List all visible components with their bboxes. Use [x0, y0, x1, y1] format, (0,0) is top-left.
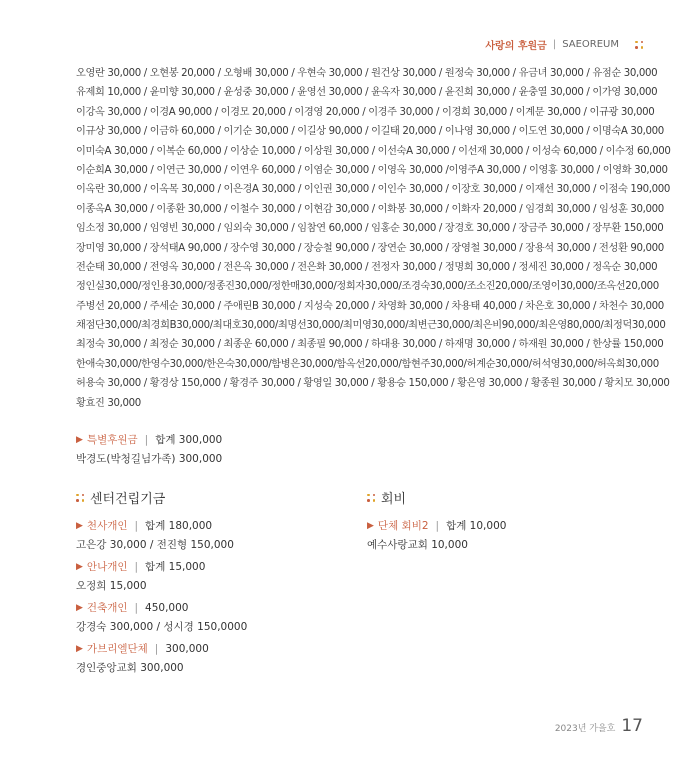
fund-group-donors: 오정희 15,000 [76, 580, 147, 592]
membership-group-total: 합계 10,000 [446, 520, 507, 532]
fund-group-header [76, 642, 247, 656]
building-fund-title [76, 488, 165, 507]
donor-line: 유제희 10,000 / 윤미향 30,000 / 윤성중 30,000 / 윤영선 30,000 / 윤옥자 30,000 / 윤진희 30,000 / 윤충열 30,000 / 이가영 30,000 [76, 87, 658, 99]
fund-group [76, 519, 247, 552]
donor-line: 전순태 30,000 / 전영옥 30,000 / 전은옥 30,000 / 전은화 30,000 / 전정자 30,000 / 정명희 30,000 / 정세진 30,000 / 정옥순 30,000 [76, 261, 658, 273]
triangle-right-icon: ▶ [76, 644, 83, 654]
membership-group-label: 단체 회비2 [377, 520, 429, 532]
donor-list [76, 64, 671, 413]
dots-icon [367, 494, 375, 502]
donor-line: 정인실30,000/정인용30,000/정종진30,000/정한매30,000/정희자30,000/조경숙30,000/조소진20,000/조영이30,000/조옥선20,000 [76, 281, 659, 293]
fund-group-donors: 경인중앙교회 300,000 [76, 662, 184, 674]
triangle-right-icon: ▶ [367, 521, 374, 531]
donor-line: 이강옥 30,000 / 이경A 90,000 / 이경모 20,000 / 이경영 20,000 / 이경주 30,000 / 이경희 30,000 / 이계문 30,000 / 이규광 30,000 [76, 106, 655, 118]
fund-group-header [76, 519, 247, 533]
header-subtitle: SAEOREUM [562, 39, 619, 50]
triangle-right-icon: ▶ [76, 521, 83, 531]
fund-group-label: 건축개인 [86, 602, 128, 614]
fund-group-label: 안나개인 [86, 561, 128, 573]
triangle-right-icon: ▶ [76, 603, 83, 613]
fund-group [76, 560, 247, 593]
fund-group-total: 합계 15,000 [145, 561, 206, 573]
donor-line: 채점단30,000/최경희B30,000/최대호30,000/최명선30,000/최미영30,000/최변근30,000/최은비90,000/최은영80,000/최정덕30,000 [76, 320, 666, 332]
special-separator: | [144, 434, 149, 446]
fund-group-label: 천사개인 [86, 520, 128, 532]
donor-line: 오영란 30,000 / 오현봉 20,000 / 오형배 30,000 / 우현숙 30,000 / 원건상 30,000 / 원정숙 30,000 / 유금녀 30,000 / 유점순 30,000 [76, 68, 658, 79]
special-donors: 박경도(박청길님가족) 300,000 [76, 453, 223, 465]
donor-line: 이규상 30,000 / 이금하 60,000 / 이기순 30,000 / 이길상 90,000 / 이길태 20,000 / 이나영 30,000 / 이도연 30,000 / 이명숙A 30,000 [76, 126, 664, 138]
special-label: 특별후원금 [86, 434, 138, 446]
donor-line: 이미숙A 30,000 / 이복순 60,000 / 이상순 10,000 / 이상원 30,000 / 이선숙A 30,000 / 이선재 30,000 / 이성숙 60,000 / 이수정 60,000 [76, 145, 671, 157]
donor-line: 최정숙 30,000 / 최정순 30,000 / 최종운 60,000 / 최종필 90,000 / 하대용 30,000 / 하재명 30,000 / 하재원 30,000 / 한상률 150,000 [76, 339, 664, 351]
header-title: 사랑의 후원금 [485, 41, 547, 52]
fund-group-separator: | [154, 643, 159, 655]
special-donation [76, 433, 222, 466]
triangle-right-icon: ▶ [76, 562, 83, 572]
donor-line: 허용숙 30,000 / 황경상 150,000 / 황경주 30,000 / 황영일 30,000 / 황용승 150,000 / 황은영 30,000 / 황종원 30,000 / 황치모 30,000 [76, 378, 670, 390]
fund-group-separator: | [134, 602, 139, 614]
header-separator: | [552, 39, 557, 50]
donor-line: 장미영 30,000 / 장석태A 90,000 / 장수영 30,000 / 장승철 90,000 / 장연순 30,000 / 장영철 30,000 / 장용석 30,000 / 전성환 90,000 [76, 242, 664, 254]
fund-group-separator: | [134, 561, 139, 573]
fund-group [76, 642, 247, 675]
building-fund-title-text: 센터건립기금 [90, 492, 166, 507]
membership-group-separator: | [435, 520, 440, 532]
page-number: 17 [621, 716, 643, 736]
donor-line: 주병선 20,000 / 주세순 30,000 / 주애린B 30,000 / 지성숙 20,000 / 차영화 30,000 / 차용태 40,000 / 차은호 30,000 / 차천수 30,000 [76, 300, 664, 312]
special-total: 합계 300,000 [155, 434, 223, 446]
fund-group-total: 450,000 [145, 602, 189, 614]
special-label-row [76, 433, 222, 447]
fund-group-separator: | [134, 520, 139, 532]
membership-title [367, 488, 406, 507]
fund-group-label: 가브리엘단체 [86, 643, 148, 655]
donor-line: 이순희A 30,000 / 이연근 30,000 / 이연우 60,000 / 이염순 30,000 / 이영옥 30,000 /이영주A 30,000 / 이영홍 30,000 / 이영화 30,000 [76, 164, 668, 176]
donor-line: 한애숙30,000/한영수30,000/한은숙30,000/함병은30,000/함옥선20,000/함현주30,000/허계순30,000/허석영30,000/허옥희30,000 [76, 358, 659, 370]
membership-group-donors: 예수사랑교회 10,000 [367, 539, 468, 551]
membership-list [367, 519, 506, 560]
membership-group-header [367, 519, 506, 533]
membership-group [367, 519, 506, 552]
fund-group-donors: 강경숙 300,000 / 성시경 150,0000 [76, 621, 248, 633]
dots-icon [635, 41, 643, 49]
fund-group [76, 601, 247, 634]
membership-title-text: 회비 [381, 492, 407, 507]
dots-icon [76, 494, 84, 502]
fund-group-donors: 고은강 30,000 / 전진형 150,000 [76, 539, 234, 551]
building-fund-list [76, 519, 247, 683]
donor-line: 임소정 30,000 / 임영빈 30,000 / 임외숙 30,000 / 임참연 60,000 / 임홍순 30,000 / 장경호 30,000 / 장금주 30,000 / 장무환 150,000 [76, 223, 664, 235]
fund-group-header [76, 601, 247, 615]
fund-group-total: 300,000 [165, 643, 209, 655]
donor-line: 이옥란 30,000 / 이옥목 30,000 / 이은경A 30,000 / 이인권 30,000 / 이인수 30,000 / 이장호 30,000 / 이재선 30,000 / 이점숙 190,000 [76, 184, 671, 196]
donor-line: 황효진 30,000 [76, 397, 141, 409]
fund-group-header [76, 560, 247, 574]
page-header [485, 37, 643, 52]
issue-label: 2023년 가을호 [554, 724, 616, 734]
donor-line: 이종옥A 30,000 / 이종환 30,000 / 이철수 30,000 / 이현감 30,000 / 이화봉 30,000 / 이화자 20,000 / 임경희 30,000 / 임성훈 30,000 [76, 203, 664, 215]
page-footer [555, 716, 643, 736]
fund-group-total: 합계 180,000 [145, 520, 213, 532]
triangle-right-icon: ▶ [76, 435, 83, 445]
